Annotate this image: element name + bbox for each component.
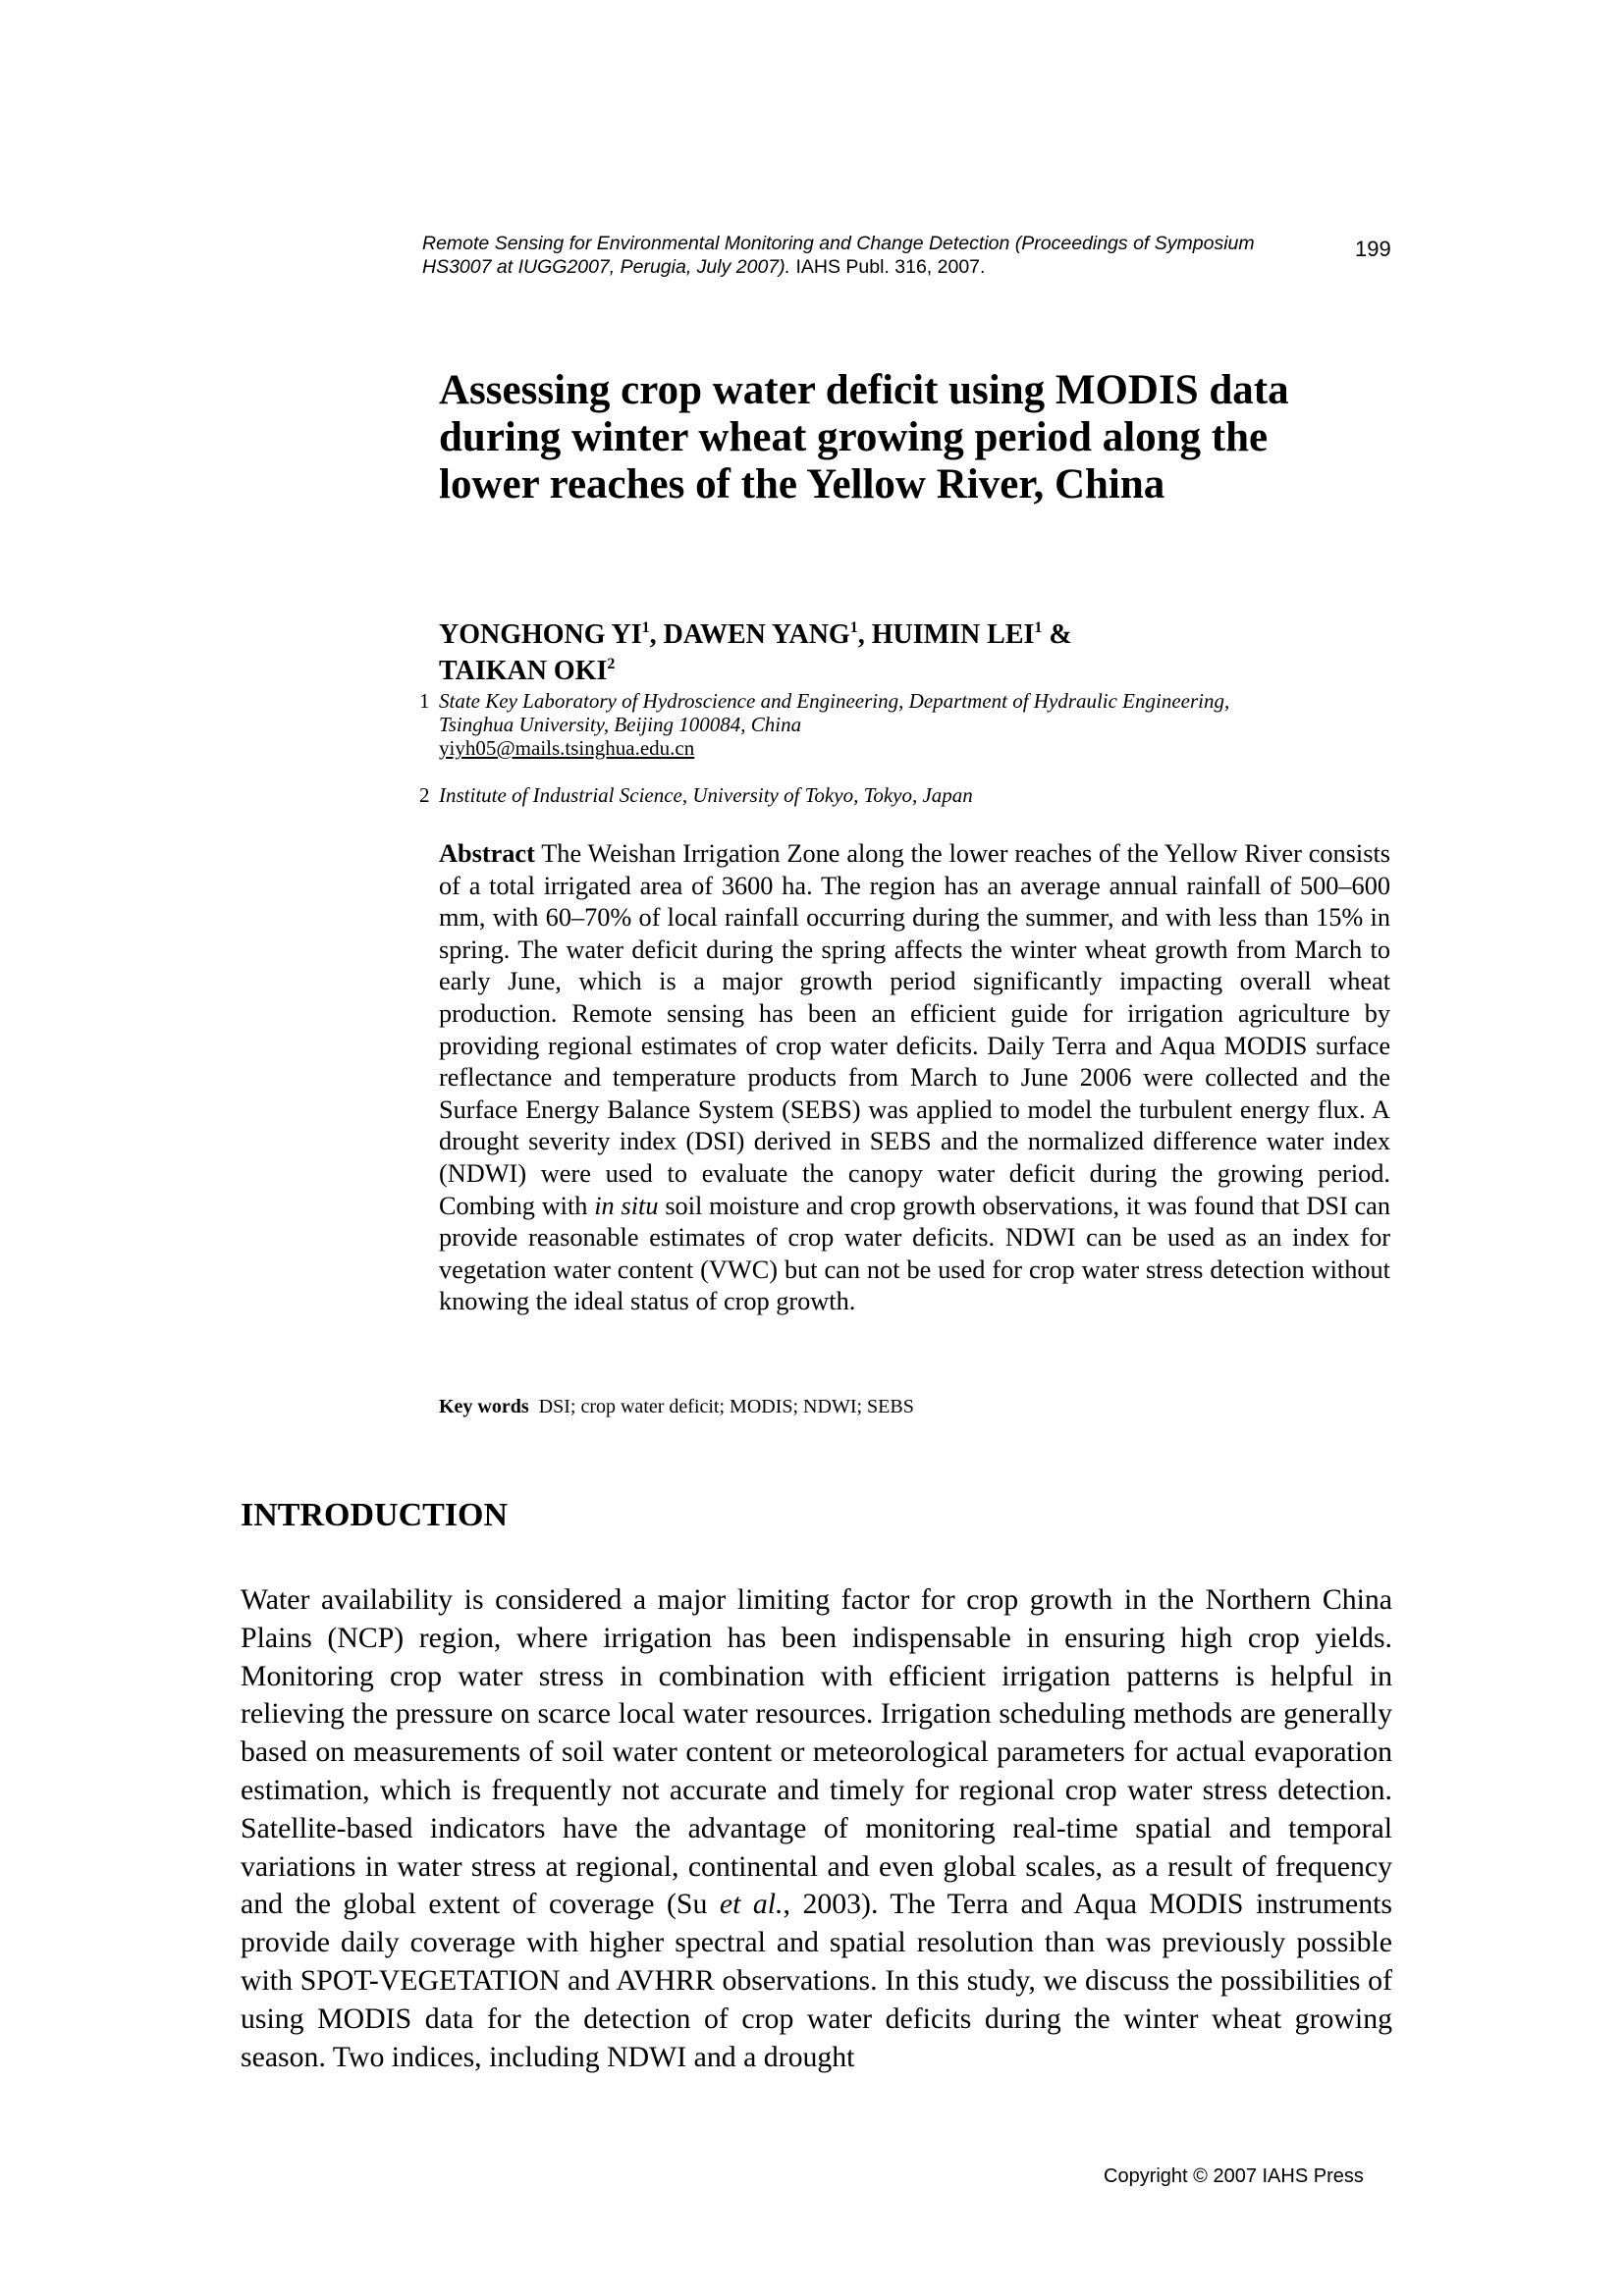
body-text: Water availability is considered a major limiting factor for crop growth in the Northern China Plains (NCP) region, where irrigation has been indispensable in ensuring high crop yields. Monitoring crop water stress in combination with efficient irrigation patterns is helpful in relieving the pressure on scarce local water resources. Irrigation scheduling methods are generally based on measurements of soil water content or meteorological parameters for actual evaporation estimation, which is frequently not accurate and timely for regional crop water stress detection. Satellite-based indicators have the advantage of monitoring real-time spatial and temporal variations in water stress at regional, continental and even global scales, as a result of frequency and the global extent of coverage (Su [241, 1583, 1392, 1921]
affiliation-text: State Key Laboratory of Hydroscience and Engineering, Department of Hydraulic Engineering, [439, 689, 1230, 713]
affiliation-number: 2 [419, 783, 430, 807]
publication-number: IAHS Publ. 316, 2007. [790, 256, 986, 278]
author-name: , HUIMIN LEI [857, 619, 1035, 650]
keywords [439, 1395, 1390, 1418]
author-email-link[interactable]: yiyh05@mails.tsinghua.edu.cn [439, 736, 695, 760]
title-line: during winter wheat growing period along the [439, 414, 1269, 460]
abstract-italic-term: in situ [594, 1191, 659, 1220]
author-separator: & [1042, 619, 1072, 650]
keywords-text: DSI; crop water deficit; MODIS; NDWI; SEBS [528, 1396, 914, 1417]
affiliation-2 [419, 783, 1401, 811]
affiliation-marker: 1 [1034, 619, 1043, 636]
introduction-body [241, 1581, 1392, 2076]
affiliation-text: Institute of Industrial Science, University of Tokyo, Tokyo, Japan [439, 783, 973, 807]
running-header [422, 232, 1286, 279]
author-name: , DAWEN YANG [649, 619, 850, 650]
title-line: Assessing crop water deficit using MODIS data [439, 367, 1289, 413]
section-heading: INTRODUCTION [241, 1497, 509, 1533]
paper-title [439, 367, 1421, 508]
title-line: lower reaches of the Yellow River, China [439, 461, 1165, 507]
page-number: 199 [1355, 237, 1391, 261]
author-list [439, 616, 1323, 689]
affiliation-1 [419, 689, 1401, 768]
abstract-label: Abstract [439, 839, 535, 868]
author-name: TAIKAN OKI [439, 656, 608, 686]
affiliation-marker: 1 [641, 619, 650, 636]
affiliation-marker: 1 [849, 619, 858, 636]
journal-citation: Remote Sensing for Environmental Monitoring and Change Detection (Proceedings of Symposium HS3007 at IUGG2007, Perugia, July 2007). [422, 233, 1255, 278]
abstract [439, 838, 1390, 1318]
author-line [439, 616, 1323, 653]
keywords-label: Key words [439, 1396, 529, 1417]
affiliation-number: 1 [419, 689, 430, 713]
affiliation-text: Tsinghua University, Beijing 100084, China [439, 713, 802, 736]
author-line [439, 653, 1323, 689]
citation-italic: et al. [719, 1888, 784, 1921]
body-text: , 2003). The Terra and Aqua MODIS instruments provide daily coverage with higher spectral and spatial resolution than was previously possible with SPOT-VEGETATION and AVHRR observations. In this study, we discuss the possibilities of using MODIS data for the detection of crop water deficits during the winter wheat growing season. Two indices, including NDWI and a drought [241, 1888, 1392, 2073]
author-name: YONGHONG YI [439, 619, 642, 650]
abstract-text: The Weishan Irrigation Zone along the lower reaches of the Yellow River consists of a total irrigated area of 3600 ha. The region has an average annual rainfall of 500–600 mm, with 60–70% of local rainfall occurring during the summer, and with less than 15% in spring. The water deficit during the spring affects the winter wheat growth from March to early June, which is a major growth period significantly impacting overall wheat production. Remote sensing has been an efficient guide for irrigation agriculture by providing regional estimates of crop water deficits. Daily Terra and Aqua MODIS surface reflectance and temperature products from March to June 2006 were collected and the Surface Energy Balance System (SEBS) was applied to model the turbulent energy flux. A drought severity index (DSI) derived in SEBS and the normalized difference water index (NDWI) were used to evaluate the canopy water deficit during the growing period. Combing with [439, 839, 1390, 1220]
abstract-text: soil moisture and crop growth observations, it was found that DSI can provide reasonable estimates of crop water deficits. NDWI can be used as an index for vegetation water content (VWC) but can not be used for crop water stress detection without knowing the ideal status of crop growth. [439, 1191, 1390, 1316]
copyright-notice: Copyright © 2007 IAHS Press [1104, 2165, 1364, 2187]
affiliation-marker: 2 [607, 656, 616, 672]
